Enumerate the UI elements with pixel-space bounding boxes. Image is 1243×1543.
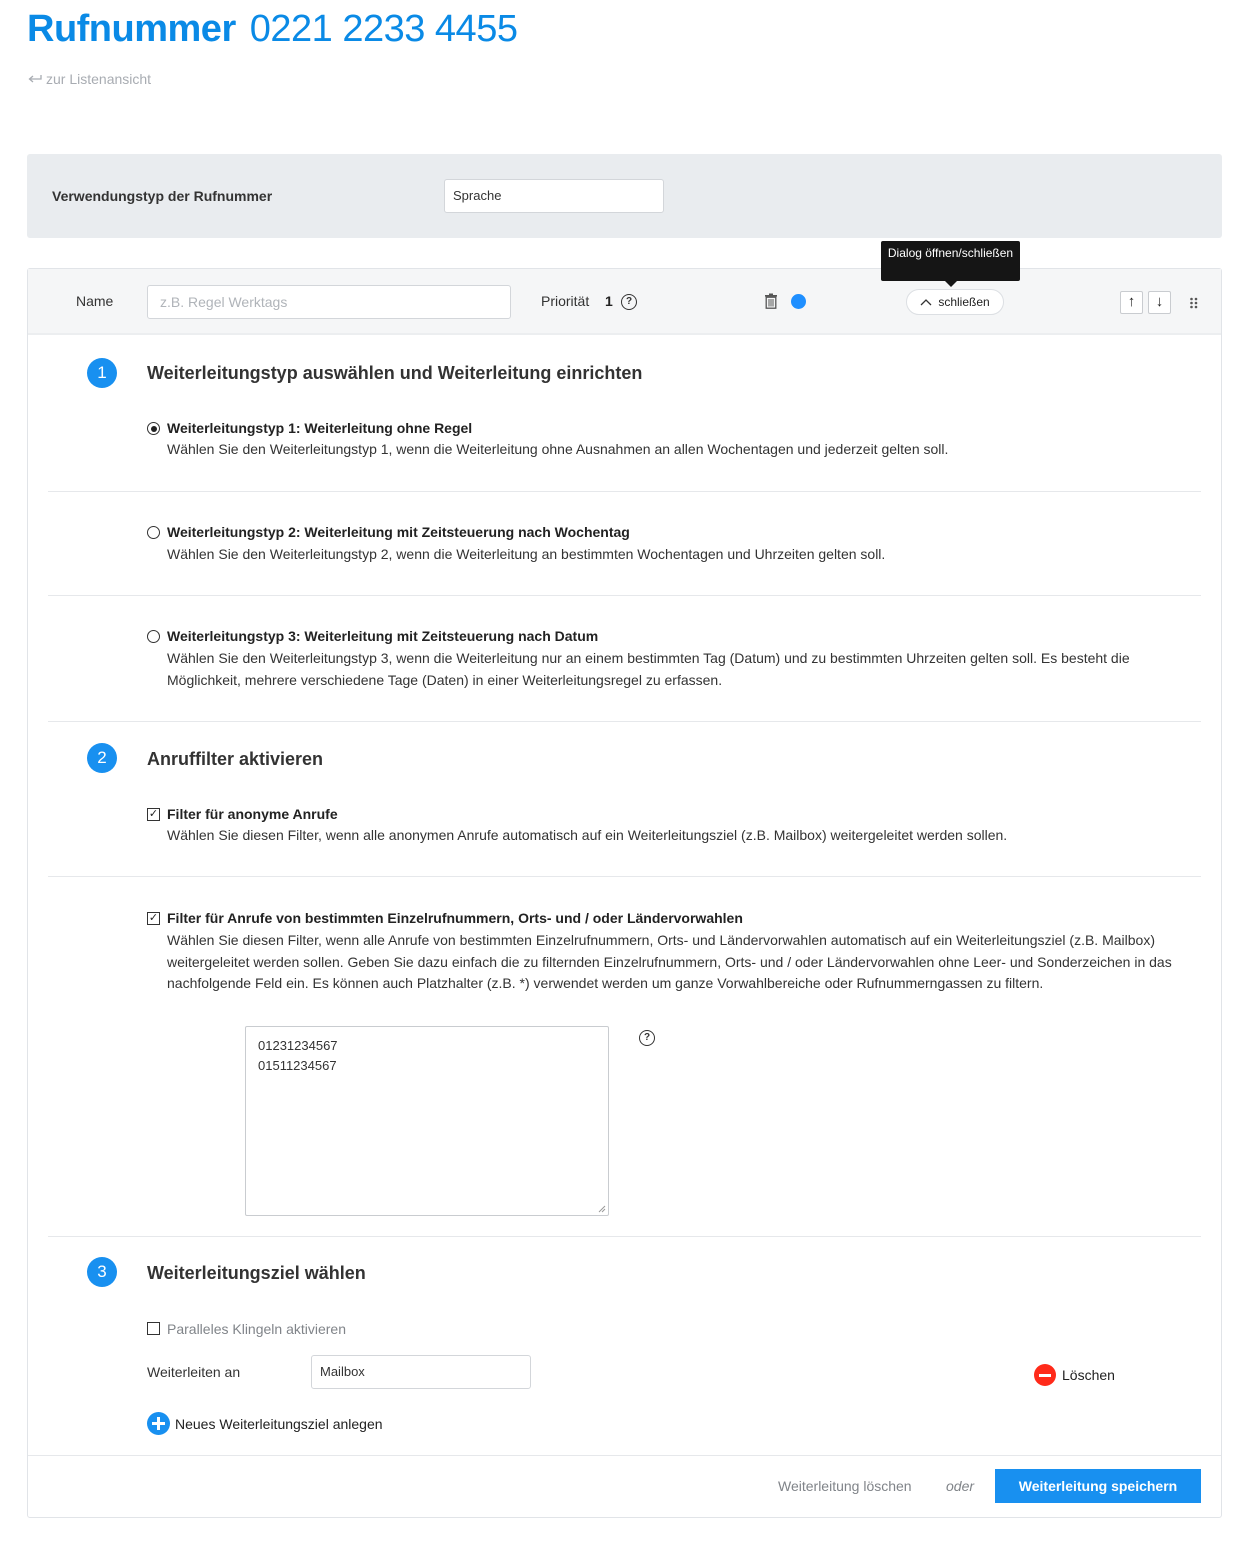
return-arrow-icon — [27, 73, 43, 85]
move-down-button[interactable]: ↓ — [1148, 291, 1171, 314]
footer-divider — [28, 1455, 1221, 1456]
plus-icon — [147, 1412, 170, 1435]
forward-target-select[interactable]: Mailbox — [311, 1355, 531, 1389]
page-title-label: Rufnummer — [27, 8, 236, 50]
number-filter-checkbox[interactable]: ✓ — [148, 912, 159, 924]
divider — [48, 721, 1201, 722]
priority-label: Priorität — [541, 293, 590, 309]
name-label: Name — [76, 293, 114, 309]
collapse-toggle-button[interactable] — [906, 289, 1004, 315]
forwarding-type-2-radio[interactable] — [147, 526, 160, 539]
remove-icon — [1034, 1364, 1056, 1386]
collapse-toggle-label: schließen — [938, 295, 990, 309]
forwarding-type-3-title: Weiterleitungstyp 3: Weiterleitung mit Zeitsteuerung nach Datum — [167, 628, 599, 644]
anonymous-filter-title: Filter für anonyme Anrufe — [167, 806, 338, 822]
forwarding-type-3-radio[interactable] — [147, 630, 160, 643]
forward-to-label: Weiterleiten an — [147, 1364, 241, 1380]
back-link-label: zur Listenansicht — [46, 71, 152, 87]
resize-grip-icon[interactable] — [598, 1205, 606, 1213]
divider — [48, 491, 1201, 492]
save-rule-button[interactable]: Weiterleitung speichern — [995, 1469, 1201, 1503]
filter-number-line: 01511234567 — [258, 1058, 337, 1073]
page-title — [27, 8, 517, 51]
back-to-list-link[interactable] — [27, 71, 151, 87]
anonymous-filter-checkbox[interactable]: ✓ — [148, 808, 159, 820]
usage-type-select[interactable]: Sprache — [444, 179, 664, 213]
status-indicator — [791, 294, 806, 309]
forwarding-type-2-desc: Wählen Sie den Weiterleitungstyp 2, wenn die Weiterleitung an bestimmten Wochentagen und Uhrzeiten gelten soll. — [167, 546, 886, 562]
forwarding-type-3-desc: Wählen Sie den Weiterleitungstyp 3, wenn die Weiterleitung nur an einem bestimmten Tag (Datum) und zu bestimmten Uhrzeiten gelten soll. Es besteht die Möglichkeit, mehrere verschiedene Tage (Daten) in einer Weiterleitungsregel zu erfassen. — [167, 650, 1130, 688]
priority-help-icon[interactable]: ? — [621, 294, 637, 310]
delete-rule-link[interactable]: Weiterleitung löschen — [778, 1478, 912, 1494]
divider — [48, 876, 1201, 877]
filter-number-line: 01231234567 — [258, 1038, 338, 1053]
forwarding-type-1-desc: Wählen Sie den Weiterleitungstyp 1, wenn die Weiterleitung ohne Ausnahmen an allen Wochentagen und jederzeit gelten soll. — [167, 441, 949, 457]
step-2-title: Anruffilter aktivieren — [147, 749, 324, 769]
priority-value: 1 — [605, 293, 613, 309]
forwarding-rule-card — [27, 246, 1222, 1518]
forwarding-type-1-radio[interactable] — [147, 422, 160, 435]
move-up-button[interactable]: ↑ — [1120, 291, 1143, 314]
forwarding-type-2-title: Weiterleitungstyp 2: Weiterleitung mit Zeitsteuerung nach Wochentag — [167, 524, 630, 540]
parallel-ringing-label: Paralleles Klingeln aktivieren — [167, 1321, 346, 1337]
divider — [48, 595, 1201, 596]
usage-type-label: Verwendungstyp der Rufnummer — [52, 188, 273, 204]
usage-type-panel — [27, 154, 1222, 238]
delete-target-label: Löschen — [1062, 1367, 1115, 1383]
chevron-up-icon — [920, 298, 932, 306]
add-target-label: Neues Weiterleitungsziel anlegen — [175, 1415, 383, 1432]
parallel-ringing-checkbox[interactable] — [147, 1322, 160, 1335]
anonymous-filter-desc: Wählen Sie diesen Filter, wenn alle anonymen Anrufe automatisch auf ein Weiterleitungsziel (z.B. Mailbox) weitergeleitet werden sollen. — [167, 827, 1008, 843]
rule-name-input[interactable]: z.B. Regel Werktags — [147, 285, 511, 319]
step-3-badge: 3 — [87, 1257, 117, 1287]
delete-target-button[interactable] — [1034, 1364, 1115, 1386]
phone-number: 0221 2233 4455 — [249, 8, 518, 50]
step-1-badge: 1 — [87, 358, 117, 388]
divider — [48, 1236, 1201, 1237]
filter-help-icon[interactable]: ? — [639, 1030, 655, 1046]
step-2-badge: 2 — [87, 743, 117, 773]
step-3-title: Weiterleitungsziel wählen — [147, 1263, 366, 1283]
number-filter-desc: Wählen Sie diesen Filter, wenn alle Anrufe von bestimmten Einzelrufnummern, Orts- und Ländervorwahlen automatisch auf ein Weiterleitungsziel (z.B. Mailbox) weitergeleitet werden sollen. Geben Sie dazu einfach die zu filternden Einzelrufnummern, Orts- und / oder Ländervorwahlen ohne Leer- und Sonderzeichen in das nachfolgende Feld ein. Es können auch Platzhalter (z.B. *) verwendet werden um ganze Vorwahlbereiche oder Rufnummerngassen zu filtern. — [167, 932, 1172, 991]
filter-numbers-textarea[interactable] — [245, 1026, 609, 1216]
drag-handle-icon[interactable] — [1189, 297, 1199, 309]
or-separator: oder — [946, 1478, 975, 1494]
step-1-title: Weiterleitungstyp auswählen und Weiterleitung einrichten — [147, 363, 643, 383]
trash-icon[interactable] — [764, 293, 778, 309]
number-filter-title: Filter für Anrufe von bestimmten Einzelrufnummern, Orts- und / oder Ländervorwahlen — [167, 910, 743, 926]
forwarding-type-1-title: Weiterleitungstyp 1: Weiterleitung ohne Regel — [167, 420, 473, 436]
rule-header — [28, 269, 1221, 335]
add-target-button[interactable] — [147, 1412, 383, 1435]
toggle-tooltip: Dialog öffnen/schließen — [881, 241, 1020, 281]
